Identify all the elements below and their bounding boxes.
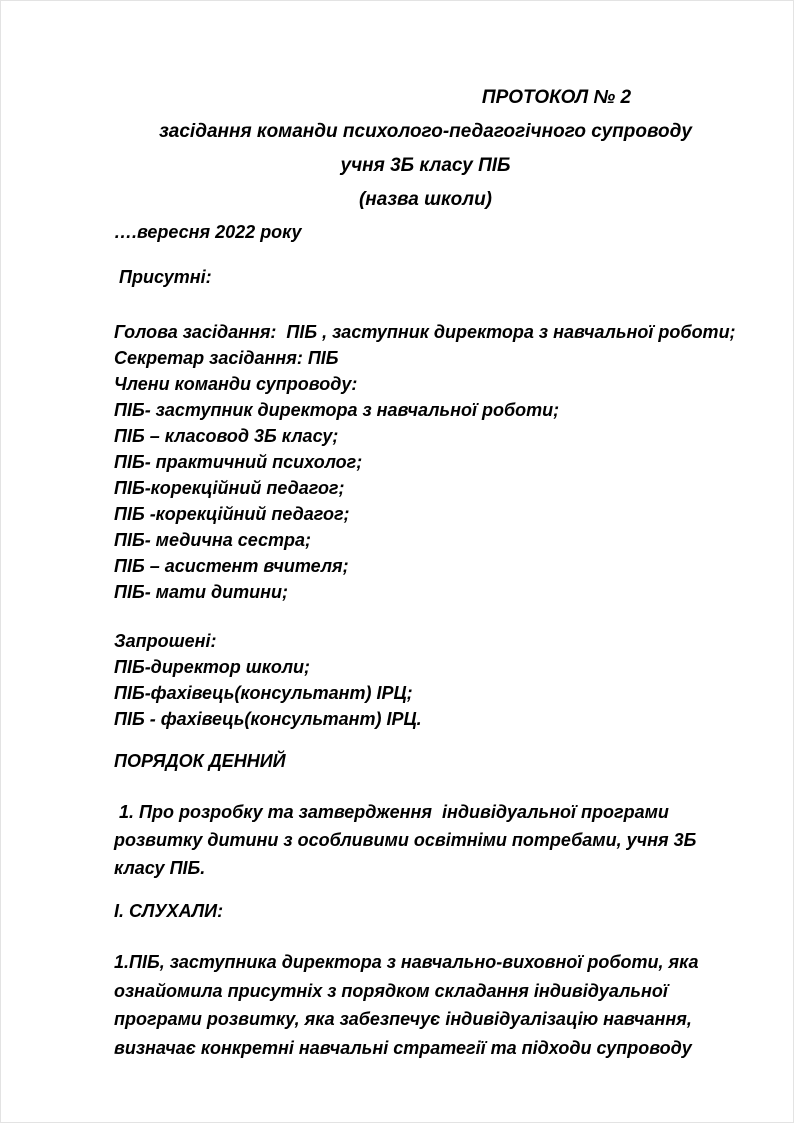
- attendee-line: Голова засідання: ПІБ , заступник директора з навчальної роботи;: [114, 322, 736, 342]
- school-name-placeholder: (назва школи): [358, 189, 493, 210]
- attendee-line: ПІБ- медична сестра;: [114, 530, 311, 550]
- attendees-list: [114, 319, 737, 605]
- agenda-item: [114, 798, 737, 882]
- attendee-line: ПІБ- заступник директора з навчальної роботи;: [114, 400, 560, 420]
- attendee-line: Секретар засідання: ПІБ: [114, 348, 339, 368]
- doc-subtitle-line-1: засідання команди психолого-педагогічного супроводу: [159, 121, 692, 142]
- heard-paragraph-line: визначає конкретні навчальні стратегії та підходи супроводу: [114, 1037, 692, 1058]
- invited-heading: Запрошені:: [114, 631, 217, 651]
- agenda-item-line: класу ПІБ.: [114, 858, 206, 878]
- invited-line: ПІБ-директор школи;: [114, 657, 311, 677]
- present-heading: Присутні:: [114, 267, 212, 287]
- attendee-line: ПІБ- мати дитини;: [114, 582, 288, 602]
- attendee-line: ПІБ- практичний психолог;: [114, 452, 363, 472]
- heard-paragraph-line: програми розвитку, яка забезпечує індивідуалізацію навчання,: [114, 1009, 692, 1029]
- agenda-heading: ПОРЯДОК ДЕННИЙ: [114, 751, 286, 771]
- doc-subtitle-line-2: учня 3Б класу ПІБ: [340, 155, 511, 176]
- heard-paragraph: [114, 948, 737, 1062]
- heard-paragraph-line: 1.ПІБ, заступника директора з навчально-виховної роботи, яка: [114, 952, 699, 972]
- invited-list: [114, 628, 737, 732]
- attendee-line: ПІБ – класовод 3Б класу;: [114, 426, 339, 446]
- document-header: [114, 81, 737, 217]
- attendee-line: ПІБ – асистент вчителя;: [114, 556, 349, 576]
- invited-line: ПІБ - фахівець(консультант) ІРЦ.: [114, 709, 422, 729]
- attendee-line: ПІБ-корекційний педагог;: [114, 478, 345, 498]
- attendee-line: Члени команди супроводу:: [114, 374, 358, 394]
- heard-heading: І. СЛУХАЛИ:: [114, 901, 224, 921]
- invited-line: ПІБ-фахівець(консультант) ІРЦ;: [114, 683, 413, 703]
- heard-paragraph-line: ознайомила присутніх з порядком складання індивідуальної: [114, 980, 668, 1001]
- agenda-item-line: 1. Про розробку та затвердження індивідуальної програми: [114, 802, 669, 822]
- agenda-item-line: розвитку дитини з особливими освітніми потребами, учня 3Б: [114, 830, 697, 850]
- doc-date: ….вересня 2022 року: [114, 222, 302, 242]
- attendee-line: ПІБ -корекційний педагог;: [114, 504, 350, 524]
- doc-title: ПРОТОКОЛ № 2: [481, 87, 632, 108]
